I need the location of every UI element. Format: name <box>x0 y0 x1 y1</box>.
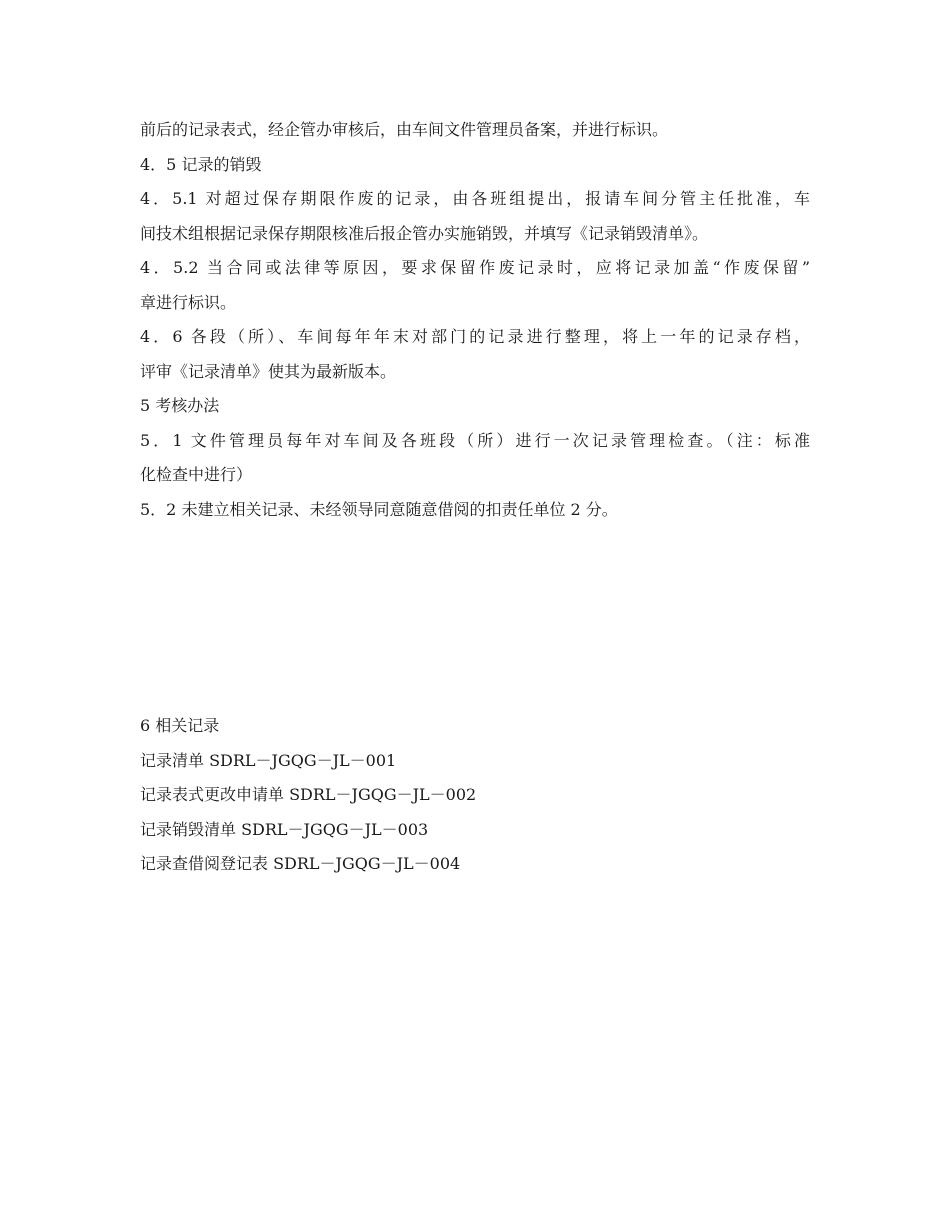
paragraph-line: 评审《记录清单》使其为最新版本。 <box>140 361 397 381</box>
record-item: 记录查借阅登记表 SDRL－JGQG－JL－004 <box>140 854 461 873</box>
record-item: 记录清单 SDRL－JGQG－JL－001 <box>140 750 397 770</box>
record-item: 记录销毁清单 SDRL－JGQG－JL－003 <box>140 819 429 839</box>
paragraph-line: 4．5.1 对超过保存期限作废的记录，由各班组提出，报请车间分管主任批准，车 <box>140 189 810 208</box>
record-item: 记录表式更改申请单 SDRL－JGQG－JL－002 <box>140 785 477 804</box>
paragraph-line: 4．5.2 当合同或法律等原因，要求保留作废记录时，应将记录加盖“作废保留” <box>140 258 810 277</box>
section-heading-4-5: 4．5 记录的销毁 <box>140 154 262 174</box>
section-heading-5: 5 考核办法 <box>140 396 220 415</box>
related-records-section <box>140 709 810 882</box>
paragraph-line: 4．6 各段（所）、车间每年年末对部门的记录进行整理，将上一年的记录存档， <box>140 327 810 346</box>
document-body <box>140 113 810 527</box>
paragraph-line: 前后的记录表式，经企管办审核后，由车间文件管理员备案，并进行标识。 <box>140 120 669 139</box>
section-heading-6: 6 相关记录 <box>140 716 220 735</box>
paragraph-line: 化检查中进行） <box>140 465 253 484</box>
paragraph-line: 5．1 文件管理员每年对车间及各班段（所）进行一次记录管理检查。（注：标准 <box>140 430 810 450</box>
paragraph-line: 章进行标识。 <box>140 292 237 312</box>
paragraph-line: 5．2 未建立相关记录、未经领导同意随意借阅的扣责任单位 2 分。 <box>140 499 618 519</box>
paragraph-line: 间技术组根据记录保存期限核准后报企管办实施销毁，并填写《记录销毁清单》。 <box>140 223 709 243</box>
